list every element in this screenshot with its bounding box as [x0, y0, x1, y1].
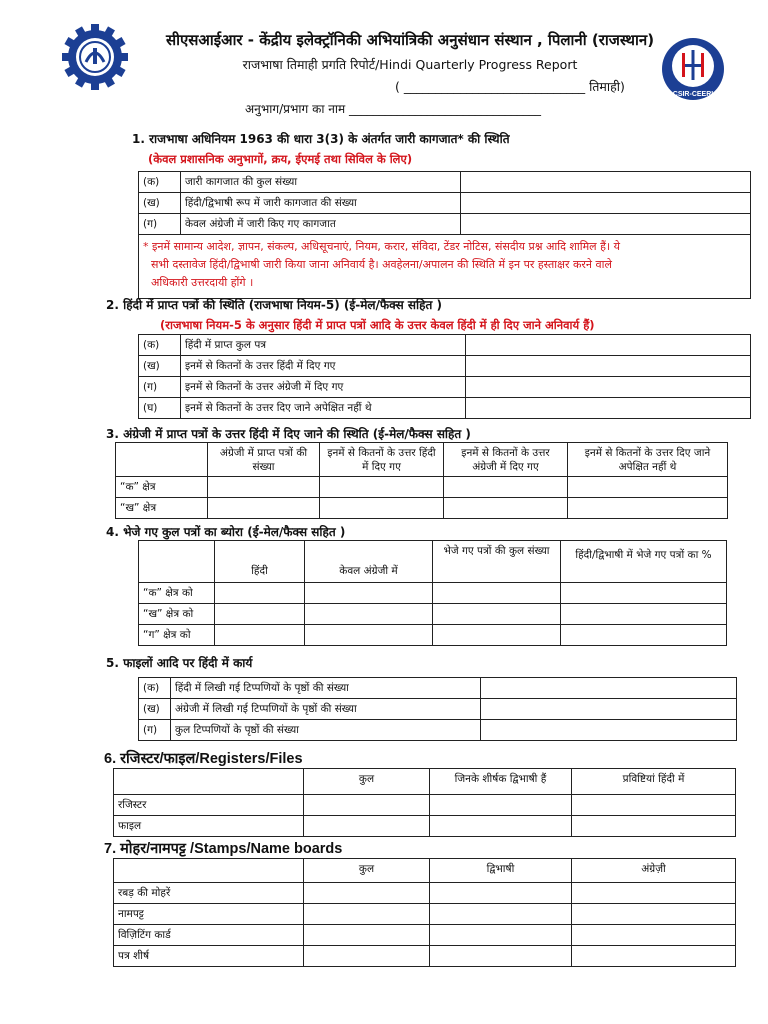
column-header: भेजे गए पत्रों की कुल संख्या [433, 541, 561, 583]
table-row [139, 214, 751, 235]
column-header: अंग्रेज़ी [572, 859, 736, 883]
s6-title: 6. रजिस्टर/फाइल/Registers/Files [104, 751, 303, 767]
row-label: केवल अंग्रेजी में जारी किए गए कागजात [181, 214, 461, 235]
value-cell[interactable] [208, 498, 320, 519]
table-row [116, 477, 728, 498]
table-row [139, 235, 751, 299]
table-row [139, 678, 737, 699]
value-cell[interactable] [481, 720, 737, 741]
value-cell[interactable] [561, 604, 727, 625]
blank-header [114, 859, 304, 883]
row-index: (ग) [139, 214, 181, 235]
value-cell[interactable] [304, 795, 430, 816]
row-label: “ख” क्षेत्र को [139, 604, 215, 625]
value-cell[interactable] [444, 477, 568, 498]
row-label: पत्र शीर्ष [114, 946, 304, 967]
value-cell[interactable] [305, 625, 433, 646]
value-cell[interactable] [304, 925, 430, 946]
value-cell[interactable] [444, 498, 568, 519]
row-index: (ग) [139, 720, 171, 741]
column-header: कुल [304, 859, 430, 883]
column-header: हिंदी [215, 541, 305, 583]
s1-subtitle: (केवल प्रशासनिक अनुभागों, क्रय, ईएमई तथा सिविल के लिए) [148, 152, 413, 166]
column-header: कुल [304, 769, 430, 795]
table-row [114, 904, 736, 925]
s1-note-line2: सभी दस्तावेज हिंदी/द्विभाषी जारी किया जाना अनिवार्य है। अवहेलना/अपालन की स्थिति में इन पर हस्ताक्षर करने वाले [151, 258, 612, 271]
value-cell[interactable] [305, 604, 433, 625]
value-cell[interactable] [461, 172, 751, 193]
column-header: इनमें से कितनों के उत्तर अंग्रेजी में दिए गए [444, 443, 568, 477]
blank-header [139, 541, 215, 583]
value-cell[interactable] [430, 883, 572, 904]
value-cell[interactable] [304, 816, 430, 837]
s2-subtitle: (राजभाषा नियम-5 के अनुसार हिंदी में प्राप्त पत्रों आदि के उत्तर केवल हिंदी में ही दिए जाने अनिवार्य हैं) [160, 318, 595, 332]
value-cell[interactable] [466, 398, 751, 419]
row-label: “ख” क्षेत्र [116, 498, 208, 519]
value-cell[interactable] [215, 583, 305, 604]
row-index: (ग) [139, 377, 181, 398]
row-index: (ख) [139, 699, 171, 720]
value-cell[interactable] [215, 625, 305, 646]
ceeri-logo-text: CSIR-CEERI [672, 91, 714, 98]
quarter-field[interactable]: ( _____________________________ तिमाही) [395, 79, 625, 94]
column-header: अंग्रेजी में प्राप्त पत्रों की संख्या [208, 443, 320, 477]
value-cell[interactable] [568, 498, 728, 519]
s3-table [115, 442, 728, 519]
table-row [139, 625, 727, 646]
row-label: हिंदी में लिखी गई टिप्पणियों के पृष्ठों की संख्या [171, 678, 481, 699]
value-cell[interactable] [461, 214, 751, 235]
table-header-row [114, 769, 736, 795]
value-cell[interactable] [320, 498, 444, 519]
table-row [139, 335, 751, 356]
row-label: “क” क्षेत्र [116, 477, 208, 498]
table-row [114, 795, 736, 816]
blank-header [114, 769, 304, 795]
row-label: हिंदी/द्विभाषी रूप में जारी कागजात की संख्या [181, 193, 461, 214]
value-cell[interactable] [208, 477, 320, 498]
row-label: हिंदी में प्राप्त कुल पत्र [181, 335, 466, 356]
value-cell[interactable] [430, 904, 572, 925]
section-name-field[interactable]: अनुभाग/प्रभाग का नाम ________________________________ [245, 102, 542, 116]
s2-title: 2. हिंदी में प्राप्त पत्रों की स्थिति (राजभाषा नियम-5) (ई-मेल/फैक्स सहित ) [106, 298, 443, 312]
s1-note-line1: * इनमें सामान्य आदेश, ज्ञापन, संकल्प, अधिसूचनाएं, नियम, करार, संविदा, टेंडर नोटिस, संसदीय प्रश्न आदि शामिल हैं। ये [143, 240, 620, 253]
s5-table [138, 677, 737, 741]
value-cell[interactable] [572, 946, 736, 967]
value-cell[interactable] [572, 925, 736, 946]
table-row [139, 172, 751, 193]
row-index: (घ) [139, 398, 181, 419]
column-header: केवल अंग्रेजी में [305, 541, 433, 583]
table-row [139, 583, 727, 604]
value-cell[interactable] [561, 583, 727, 604]
value-cell[interactable] [466, 335, 751, 356]
column-header: इनमें से कितनों के उत्तर दिए जाने अपेक्षित नहीं थे [568, 443, 728, 477]
s2-table [138, 334, 751, 419]
s4-title: 4. भेजे गए कुल पत्रों का ब्योरा (ई-मेल/फैक्स सहित ) [106, 525, 346, 539]
value-cell[interactable] [481, 699, 737, 720]
value-cell[interactable] [481, 678, 737, 699]
table-row [114, 925, 736, 946]
value-cell[interactable] [430, 925, 572, 946]
value-cell[interactable] [466, 377, 751, 398]
report-subtitle: राजभाषा तिमाही प्रगति रिपोर्ट/Hindi Quarterly Progress Report [242, 57, 578, 72]
row-label: इनमें से कितनों के उत्तर अंग्रेजी में दिए गए [181, 377, 466, 398]
value-cell[interactable] [572, 816, 736, 837]
table-row [114, 816, 736, 837]
table-row [139, 398, 751, 419]
row-label: जारी कागजात की कुल संख्या [181, 172, 461, 193]
s1-note-line3: अधिकारी उत्तरदायी होंगे । [151, 276, 254, 289]
table-row [114, 946, 736, 967]
blank-header [116, 443, 208, 477]
s4-table [138, 540, 727, 646]
table-row [139, 356, 751, 377]
value-cell[interactable] [466, 356, 751, 377]
s7-table [113, 858, 736, 967]
value-cell[interactable] [304, 904, 430, 925]
row-label: “क” क्षेत्र को [139, 583, 215, 604]
row-label: अंग्रेजी में लिखी गई टिप्पणियों के पृष्ठों की संख्या [171, 699, 481, 720]
table-row [139, 193, 751, 214]
row-index: (क) [139, 172, 181, 193]
column-header: हिंदी/द्विभाषी में भेजे गए पत्रों का % [561, 541, 727, 583]
row-index: (क) [139, 335, 181, 356]
value-cell[interactable] [433, 604, 561, 625]
value-cell[interactable] [430, 946, 572, 967]
s3-title: 3. अंग्रेजी में प्राप्त पत्रों के उत्तर हिंदी में दिए जाने की स्थिति (ई-मेल/फैक्स सहित ) [106, 427, 471, 441]
page-title: सीएसआईआर - केंद्रीय इलेक्ट्रॉनिकी अभियांत्रिकी अनुसंधान संस्थान , पिलानी (राजस्थान) [165, 31, 655, 49]
row-label: इनमें से कितनों के उत्तर दिए जाने अपेक्षित नहीं थे [181, 398, 466, 419]
row-label: नामपट्ट [114, 904, 304, 925]
table-row [116, 498, 728, 519]
row-index: (ख) [139, 193, 181, 214]
row-index: (ख) [139, 356, 181, 377]
value-cell[interactable] [561, 625, 727, 646]
s5-title: 5. फाइलों आदि पर हिंदी में कार्य [106, 656, 253, 670]
value-cell[interactable] [572, 883, 736, 904]
value-cell[interactable] [430, 795, 572, 816]
value-cell[interactable] [305, 583, 433, 604]
column-header: द्विभाषी [430, 859, 572, 883]
value-cell[interactable] [572, 795, 736, 816]
value-cell[interactable] [430, 816, 572, 837]
value-cell[interactable] [215, 604, 305, 625]
value-cell[interactable] [433, 583, 561, 604]
value-cell[interactable] [461, 193, 751, 214]
table-row [139, 699, 737, 720]
row-index: (क) [139, 678, 171, 699]
row-label: कुल टिप्पणियों के पृष्ठों की संख्या [171, 720, 481, 741]
row-label: विज़िटिंग कार्ड [114, 925, 304, 946]
table-row [139, 377, 751, 398]
s1-title: 1. राजभाषा अधिनियम 1963 की धारा 3(3) के अंतर्गत जारी कागजात* की स्थिति [132, 132, 510, 146]
value-cell[interactable] [433, 625, 561, 646]
table-row [114, 883, 736, 904]
value-cell[interactable] [568, 477, 728, 498]
column-header: इनमें से कितनों के उत्तर हिंदी में दिए गए [320, 443, 444, 477]
table-header-row [139, 541, 727, 583]
row-label: फाइल [114, 816, 304, 837]
s1-table [138, 171, 751, 299]
table-header-row [116, 443, 728, 477]
column-header: जिनके शीर्षक द्विभाषी हैं [430, 769, 572, 795]
s7-title: 7. मोहर/नामपट्ट /Stamps/Name boards [104, 841, 343, 857]
value-cell[interactable] [304, 946, 430, 967]
table-row [139, 604, 727, 625]
value-cell[interactable] [572, 904, 736, 925]
row-label: “ग” क्षेत्र को [139, 625, 215, 646]
value-cell[interactable] [304, 883, 430, 904]
s6-table [113, 768, 736, 837]
csir-logo [60, 22, 130, 92]
row-label: रजिस्टर [114, 795, 304, 816]
table-row [139, 720, 737, 741]
table-header-row [114, 859, 736, 883]
row-label: रबड़ की मोहरें [114, 883, 304, 904]
value-cell[interactable] [320, 477, 444, 498]
row-label: इनमें से कितनों के उत्तर हिंदी में दिए गए [181, 356, 466, 377]
column-header: प्रविष्टियां हिंदी में [572, 769, 736, 795]
